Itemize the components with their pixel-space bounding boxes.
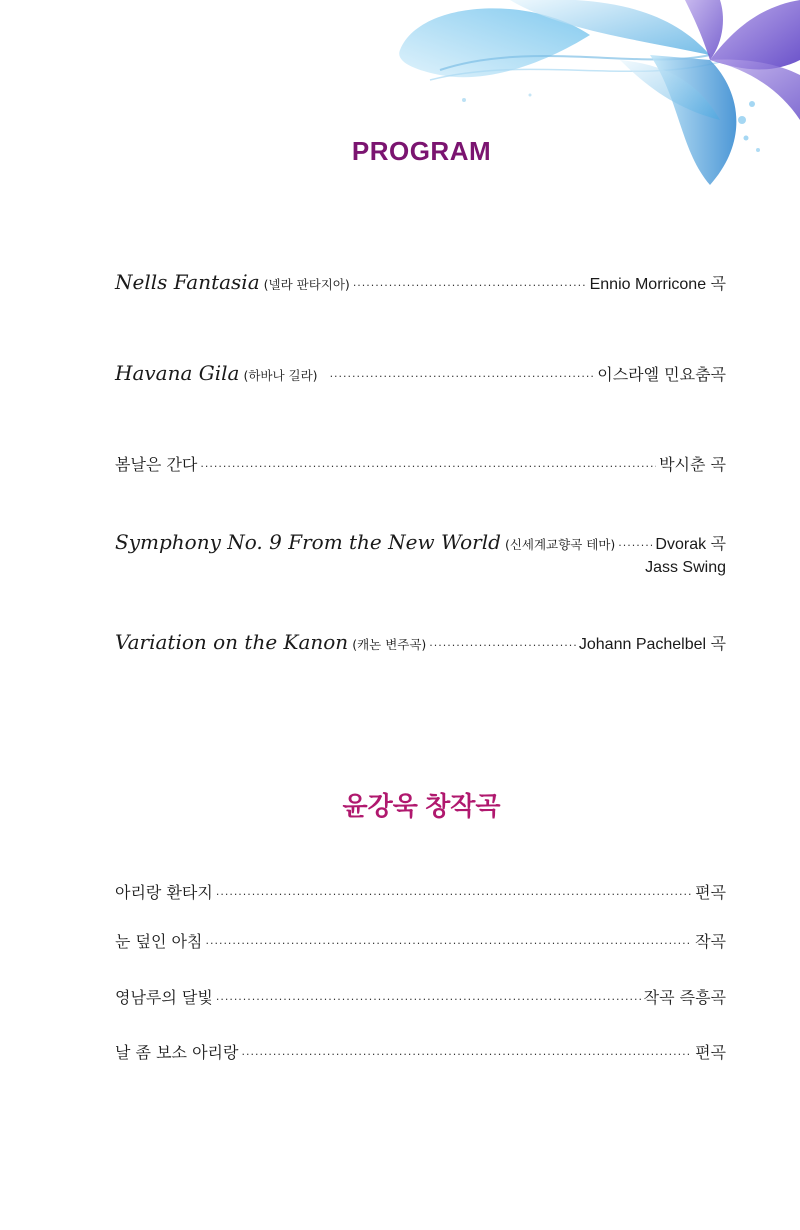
composition-item-credit: 작곡 bbox=[695, 932, 726, 951]
dotted-leader bbox=[205, 937, 692, 950]
composition-item bbox=[115, 985, 726, 1008]
program-item-subtitle: (넬라 판타지아) bbox=[263, 277, 350, 292]
composition-item-title: 날 좀 보소 아리랑 bbox=[115, 1043, 239, 1062]
program-item-title: Nells Fantasia bbox=[115, 270, 260, 294]
program-item-subtitle: (하바나 길라) bbox=[243, 368, 318, 383]
composition-item bbox=[115, 880, 726, 903]
dotted-leader bbox=[241, 1048, 692, 1061]
decorative-flower-graphic bbox=[380, 0, 800, 200]
program-item-subtitle: (신세계교향곡 테마) bbox=[504, 537, 616, 552]
composition-item-credit: 편곡 bbox=[695, 883, 726, 902]
composition-item-title: 눈 덮인 아침 bbox=[115, 932, 203, 951]
dotted-leader bbox=[216, 993, 641, 1006]
program-item bbox=[115, 361, 726, 385]
composition-item-title: 아리랑 환타지 bbox=[115, 883, 213, 902]
composition-item bbox=[115, 929, 726, 952]
dotted-leader bbox=[330, 370, 595, 383]
program-title: PROGRAM bbox=[351, 136, 492, 166]
program-item bbox=[115, 452, 726, 475]
dotted-leader bbox=[216, 888, 692, 901]
program-item bbox=[115, 630, 726, 654]
program-item bbox=[115, 270, 726, 294]
composition-item bbox=[115, 1040, 726, 1063]
program-item-credit: Ennio Morricone 곡 bbox=[589, 276, 726, 293]
composition-item-title: 영남루의 달빛 bbox=[115, 988, 213, 1007]
dotted-leader bbox=[429, 639, 576, 652]
program-item-credit: Johann Pachelbel 곡 bbox=[578, 636, 726, 653]
program-item-title: Variation on the Kanon bbox=[115, 630, 349, 654]
program-item-extra: Jass Swing bbox=[645, 559, 726, 576]
composition-item-credit: 편곡 bbox=[695, 1043, 726, 1062]
compositions-title: 윤강욱 창작곡 bbox=[342, 791, 501, 821]
program-item-title: 봄날은 간다 bbox=[115, 455, 198, 474]
dotted-leader bbox=[200, 460, 656, 473]
program-item-credit: Dvorak 곡 bbox=[655, 536, 726, 553]
program-item-title: Havana Gila bbox=[115, 361, 240, 385]
program-item bbox=[115, 530, 726, 554]
program-item-title: Symphony No. 9 From the New World bbox=[115, 530, 501, 554]
dotted-leader bbox=[618, 539, 652, 552]
dotted-leader bbox=[353, 279, 587, 292]
program-item-credit: 이스라엘 민요춤곡 bbox=[597, 365, 726, 384]
program-item-subtitle: (캐논 변주곡) bbox=[352, 637, 427, 652]
composition-item-credit: 작곡 즉흥곡 bbox=[643, 988, 726, 1007]
program-item-credit: 박시춘 곡 bbox=[659, 455, 726, 474]
